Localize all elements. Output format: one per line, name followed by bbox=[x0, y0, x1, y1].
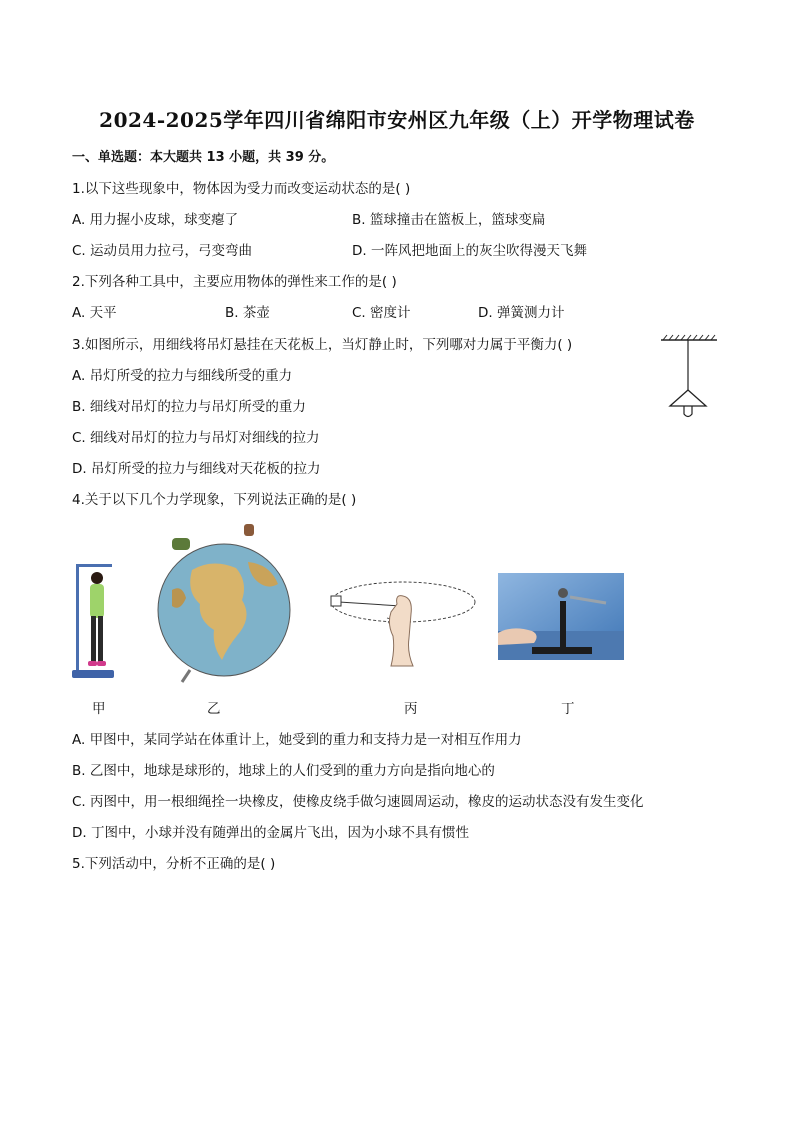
q4-option-b: B. 乙图中，地球是球形的，地球上的人们受到的重力方向是指向地心的 bbox=[72, 763, 495, 779]
figure-label-jia: 甲 bbox=[92, 701, 106, 717]
hanging-lamp-figure bbox=[655, 334, 725, 424]
figure-ding-inertia-photo bbox=[498, 573, 624, 660]
q3-option-a: A. 吊灯所受的拉力与细线所受的重力 bbox=[72, 368, 293, 384]
q2-option-b: B. 茶壶 bbox=[225, 305, 270, 321]
figure-label-yi: 乙 bbox=[207, 701, 221, 717]
q1-option-c: C. 运动员用力拉弓，弓变弯曲 bbox=[72, 243, 253, 259]
figure-label-bing: 丙 bbox=[404, 701, 418, 717]
figure-jia-scale bbox=[70, 560, 120, 685]
q5-stem: 5.下列活动中，分析不正确的是( ) bbox=[72, 856, 276, 872]
q3-stem: 3.如图所示，用细线将吊灯悬挂在天花板上，当灯静止时，下列哪对力属于平衡力( ) bbox=[72, 337, 573, 353]
figure-yi-globe bbox=[152, 520, 300, 688]
q2-option-d: D. 弹簧测力计 bbox=[478, 305, 565, 321]
page-title: 2024-2025学年四川省绵阳市安州区九年级（上）开学物理试卷 bbox=[99, 108, 695, 132]
figure-bing-circular-motion bbox=[325, 570, 483, 670]
q2-stem: 2.下列各种工具中，主要应用物体的弹性来工作的是( ) bbox=[72, 274, 397, 290]
q1-stem: 1.以下这些现象中，物体因为受力而改变运动状态的是( ) bbox=[72, 181, 411, 197]
figure-label-ding: 丁 bbox=[561, 701, 575, 717]
section-heading: 一、单选题：本大题共 13 小题，共 39 分。 bbox=[72, 150, 335, 165]
q1-option-a: A. 用力握小皮球，球变瘪了 bbox=[72, 212, 239, 228]
q3-option-d: D. 吊灯所受的拉力与细线对天花板的拉力 bbox=[72, 461, 321, 477]
q4-option-d: D. 丁图中，小球并没有随弹出的金属片飞出，因为小球不具有惯性 bbox=[72, 825, 469, 841]
q4-option-c: C. 丙图中，用一根细绳拴一块橡皮，使橡皮绕手做匀速圆周运动，橡皮的运动状态没有发生变化 bbox=[72, 794, 644, 810]
q3-option-b: B. 细线对吊灯的拉力与吊灯所受的重力 bbox=[72, 399, 306, 415]
q4-stem: 4.关于以下几个力学现象，下列说法正确的是( ) bbox=[72, 492, 357, 508]
q3-option-c: C. 细线对吊灯的拉力与吊灯对细线的拉力 bbox=[72, 430, 320, 446]
q1-option-b: B. 篮球撞击在篮板上，篮球变扁 bbox=[352, 212, 546, 228]
q2-option-c: C. 密度计 bbox=[352, 305, 411, 321]
q4-option-a: A. 甲图中，某同学站在体重计上，她受到的重力和支持力是一对相互作用力 bbox=[72, 732, 522, 748]
q1-option-d: D. 一阵风把地面上的灰尘吹得漫天飞舞 bbox=[352, 243, 587, 259]
q2-option-a: A. 天平 bbox=[72, 305, 117, 321]
